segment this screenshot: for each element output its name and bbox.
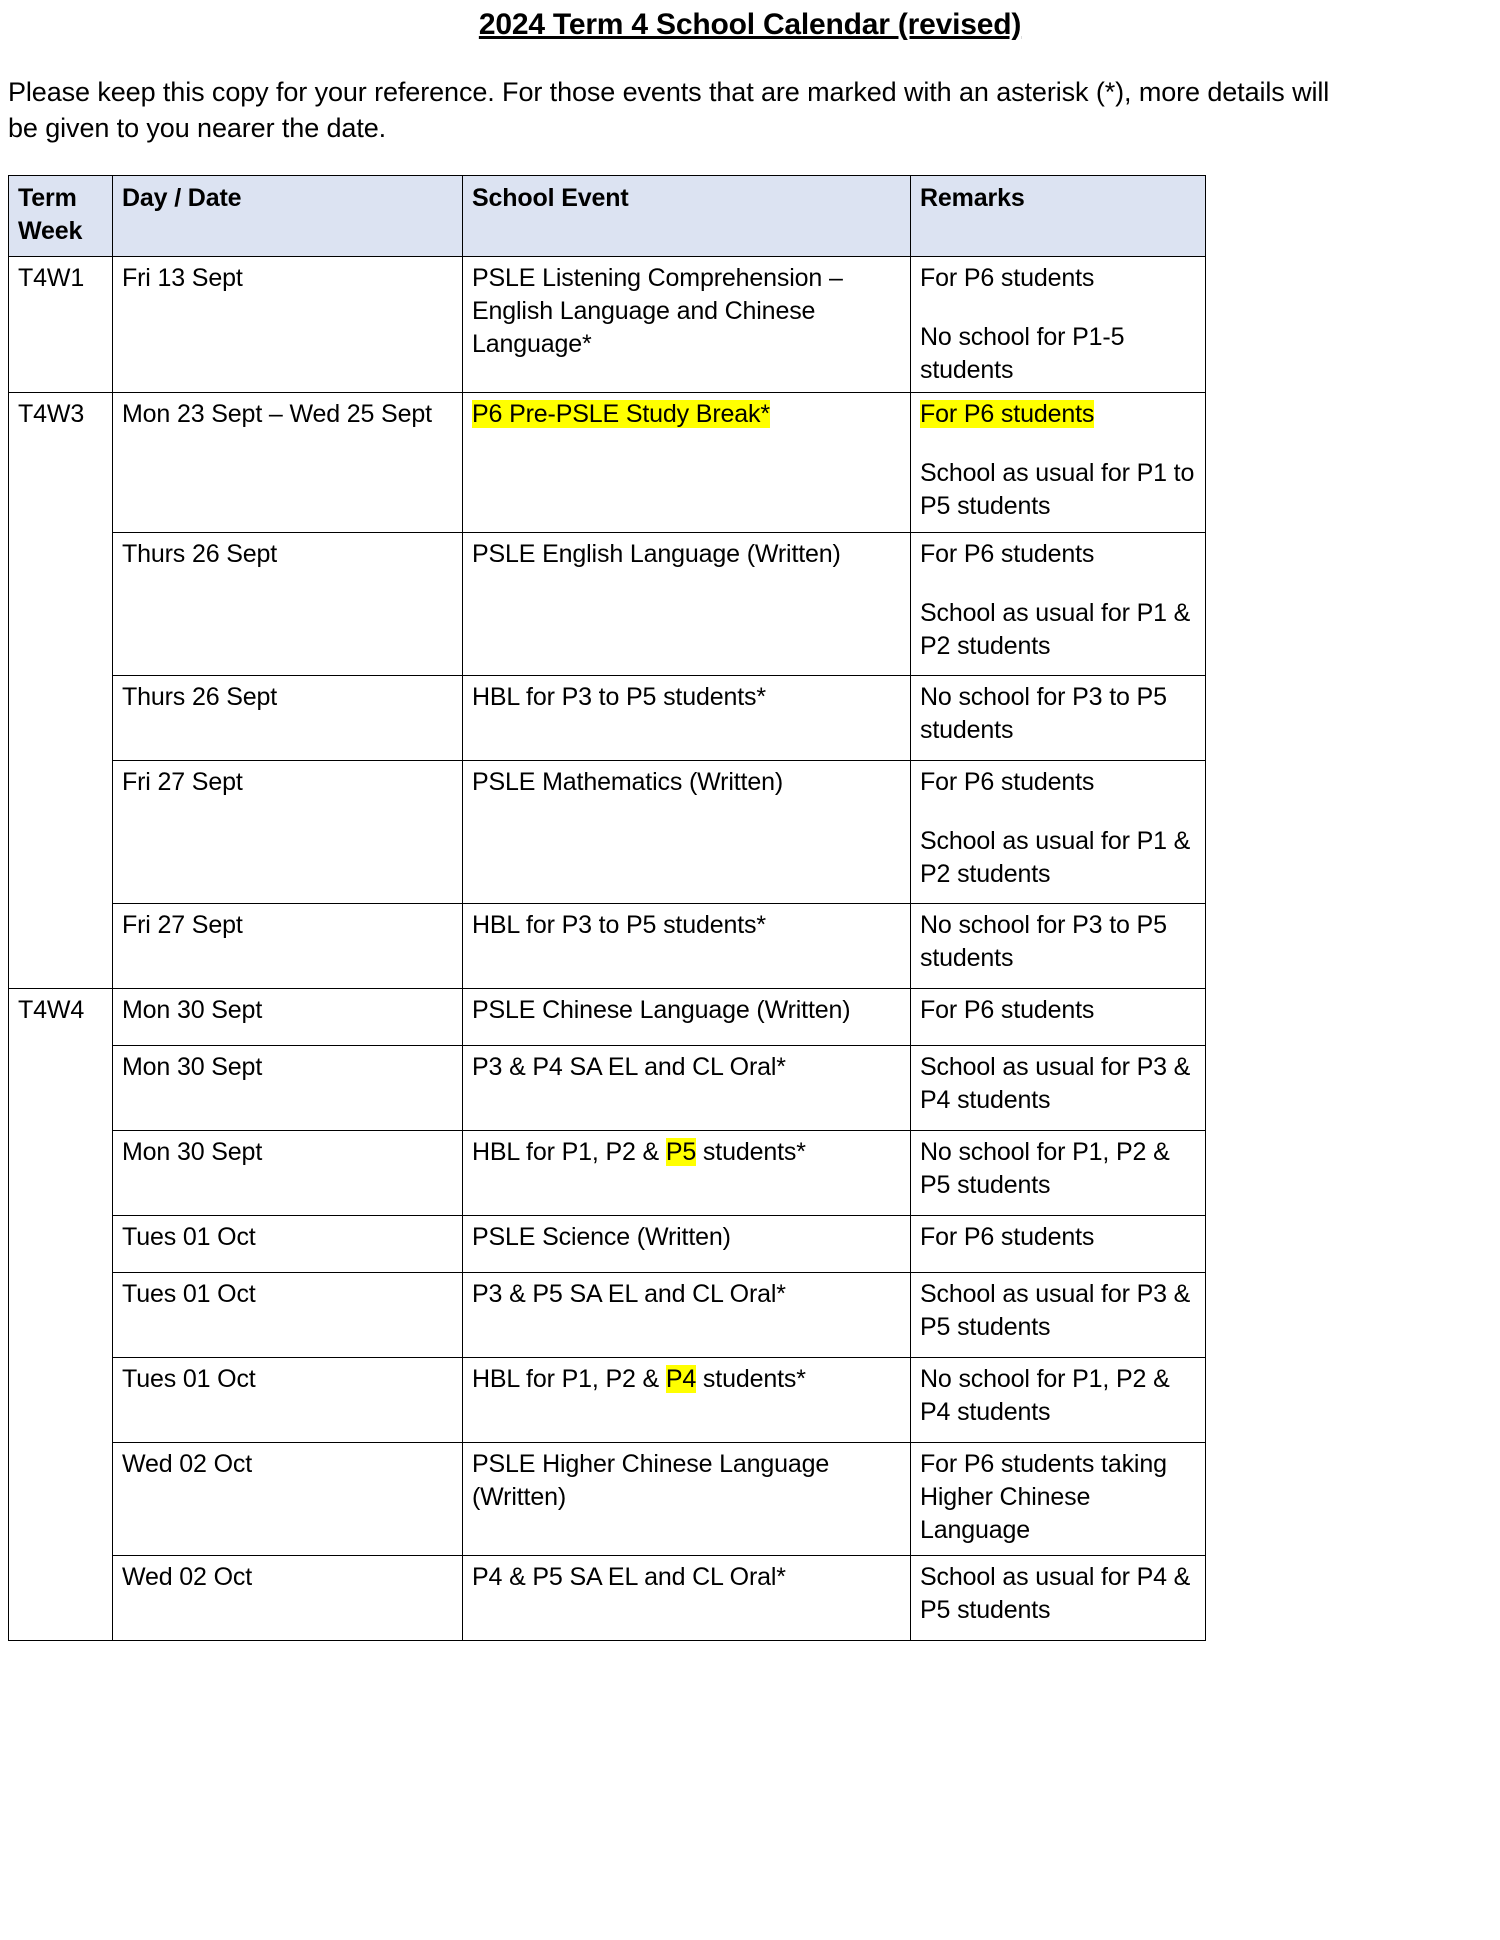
remarks-cell <box>911 1442 1206 1555</box>
remarks-line-primary: For P6 students <box>920 539 1095 568</box>
remarks-cell <box>911 1215 1206 1272</box>
day-date-cell: Fri 27 Sept <box>113 903 463 988</box>
remarks-line-primary: School as usual for P4 & P5 students <box>920 1562 1191 1624</box>
day-date-cell: Wed 02 Oct <box>113 1555 463 1640</box>
school-event-cell: P3 & P4 SA EL and CL Oral* <box>463 1045 911 1130</box>
remarks-line-secondary: School as usual for P1 & P2 students <box>920 598 1191 660</box>
remarks-cell <box>911 392 1206 532</box>
event-text-suffix: students* <box>696 1137 806 1166</box>
remarks-line-primary: For P6 students <box>920 995 1095 1024</box>
school-event-cell: PSLE Science (Written) <box>463 1215 911 1272</box>
page-title: 2024 Term 4 School Calendar (revised) <box>478 8 1022 41</box>
remarks-line-gap <box>920 295 1196 321</box>
school-event-cell: PSLE Chinese Language (Written) <box>463 988 911 1045</box>
day-date-cell: Wed 02 Oct <box>113 1442 463 1555</box>
table-row <box>9 1130 1206 1215</box>
remarks-line-gap <box>920 431 1196 457</box>
day-date-cell: Fri 27 Sept <box>113 760 463 903</box>
column-header-term-week <box>9 175 113 256</box>
school-event-cell <box>463 1130 911 1215</box>
column-header-day-date: Day / Date <box>113 175 463 256</box>
term-week-cell: T4W3 <box>9 392 113 988</box>
event-text-prefix: HBL for P1, P2 & <box>472 1364 666 1393</box>
school-event-cell <box>463 1357 911 1442</box>
school-event-cell: PSLE Listening Comprehension – English Language and Chinese Language* <box>463 256 911 392</box>
school-event-cell: PSLE Mathematics (Written) <box>463 760 911 903</box>
school-event-cell: PSLE English Language (Written) <box>463 532 911 675</box>
school-event-cell: HBL for P3 to P5 students* <box>463 675 911 760</box>
remarks-line-primary: No school for P3 to P5 students <box>920 682 1167 744</box>
remarks-line-secondary: School as usual for P1 to P5 students <box>920 458 1195 520</box>
day-date-cell: Tues 01 Oct <box>113 1357 463 1442</box>
table-row <box>9 1555 1206 1640</box>
remarks-line-primary: For P6 students taking Higher Chinese Language <box>920 1449 1167 1544</box>
remarks-line-primary: For P6 students <box>920 263 1095 292</box>
remarks-cell <box>911 988 1206 1045</box>
school-event-cell: P4 & P5 SA EL and CL Oral* <box>463 1555 911 1640</box>
table-row <box>9 675 1206 760</box>
remarks-line-secondary: School as usual for P1 & P2 students <box>920 826 1191 888</box>
table-row <box>9 1442 1206 1555</box>
event-text-suffix: students* <box>696 1364 806 1393</box>
column-header-remarks: Remarks <box>911 175 1206 256</box>
intro-paragraph: Please keep this copy for your reference. For those events that are marked with an asterisk (*), more details will be given to you nearer the date. <box>8 77 1330 144</box>
remarks-line-primary: School as usual for P3 & P5 students <box>920 1279 1191 1341</box>
remarks-line-primary: School as usual for P3 & P4 students <box>920 1052 1191 1114</box>
term-week-cell: T4W4 <box>9 988 113 1640</box>
day-date-cell: Mon 23 Sept – Wed 25 Sept <box>113 392 463 532</box>
school-event-cell: HBL for P3 to P5 students* <box>463 903 911 988</box>
term-week-cell: T4W1 <box>9 256 113 392</box>
table-row <box>9 1215 1206 1272</box>
remarks-line-primary: No school for P3 to P5 students <box>920 910 1167 972</box>
remarks-cell <box>911 1272 1206 1357</box>
event-highlight-span: P5 <box>665 1137 697 1166</box>
school-calendar-table <box>8 175 1206 1641</box>
remarks-highlight-span: For P6 students <box>920 399 1095 428</box>
table-header-row <box>9 175 1206 256</box>
remarks-cell <box>911 256 1206 392</box>
remarks-cell <box>911 760 1206 903</box>
school-event-cell: PSLE Higher Chinese Language (Written) <box>463 1442 911 1555</box>
column-header-school-event: School Event <box>463 175 911 256</box>
table-row <box>9 760 1206 903</box>
document-page <box>0 4 1500 1940</box>
remarks-cell <box>911 1130 1206 1215</box>
day-date-cell: Tues 01 Oct <box>113 1215 463 1272</box>
table-row <box>9 256 1206 392</box>
column-header-term-week-line2: Week <box>18 216 83 245</box>
remarks-line-gap <box>920 799 1196 825</box>
day-date-cell: Mon 30 Sept <box>113 1045 463 1130</box>
school-event-cell <box>463 392 911 532</box>
remarks-cell <box>911 675 1206 760</box>
table-row <box>9 392 1206 532</box>
event-text-prefix: HBL for P1, P2 & <box>472 1137 666 1166</box>
table-row <box>9 532 1206 675</box>
day-date-cell: Tues 01 Oct <box>113 1272 463 1357</box>
day-date-cell: Thurs 26 Sept <box>113 675 463 760</box>
day-date-cell: Mon 30 Sept <box>113 988 463 1045</box>
table-row <box>9 1045 1206 1130</box>
event-highlight-span: P4 <box>665 1364 697 1393</box>
remarks-cell <box>911 532 1206 675</box>
remarks-cell <box>911 1357 1206 1442</box>
table-row <box>9 1272 1206 1357</box>
column-header-term-week-line1: Term <box>18 183 77 212</box>
table-row <box>9 988 1206 1045</box>
remarks-line-primary: For P6 students <box>920 1222 1095 1251</box>
remarks-line-primary: No school for P1, P2 & P4 students <box>920 1364 1170 1426</box>
remarks-cell <box>911 1045 1206 1130</box>
day-date-cell: Fri 13 Sept <box>113 256 463 392</box>
remarks-cell <box>911 1555 1206 1640</box>
remarks-line-gap <box>920 571 1196 597</box>
remarks-line-primary <box>920 398 1196 431</box>
remarks-line-primary: No school for P1, P2 & P5 students <box>920 1137 1170 1199</box>
table-body <box>9 256 1206 1640</box>
day-date-cell: Thurs 26 Sept <box>113 532 463 675</box>
remarks-cell <box>911 903 1206 988</box>
table-row <box>9 903 1206 988</box>
table-row <box>9 1357 1206 1442</box>
remarks-line-primary: For P6 students <box>920 767 1095 796</box>
school-event-cell: P3 & P5 SA EL and CL Oral* <box>463 1272 911 1357</box>
remarks-line-secondary: No school for P1-5 students <box>920 322 1125 384</box>
event-highlight-span: P6 Pre-PSLE Study Break* <box>472 399 770 428</box>
day-date-cell: Mon 30 Sept <box>113 1130 463 1215</box>
